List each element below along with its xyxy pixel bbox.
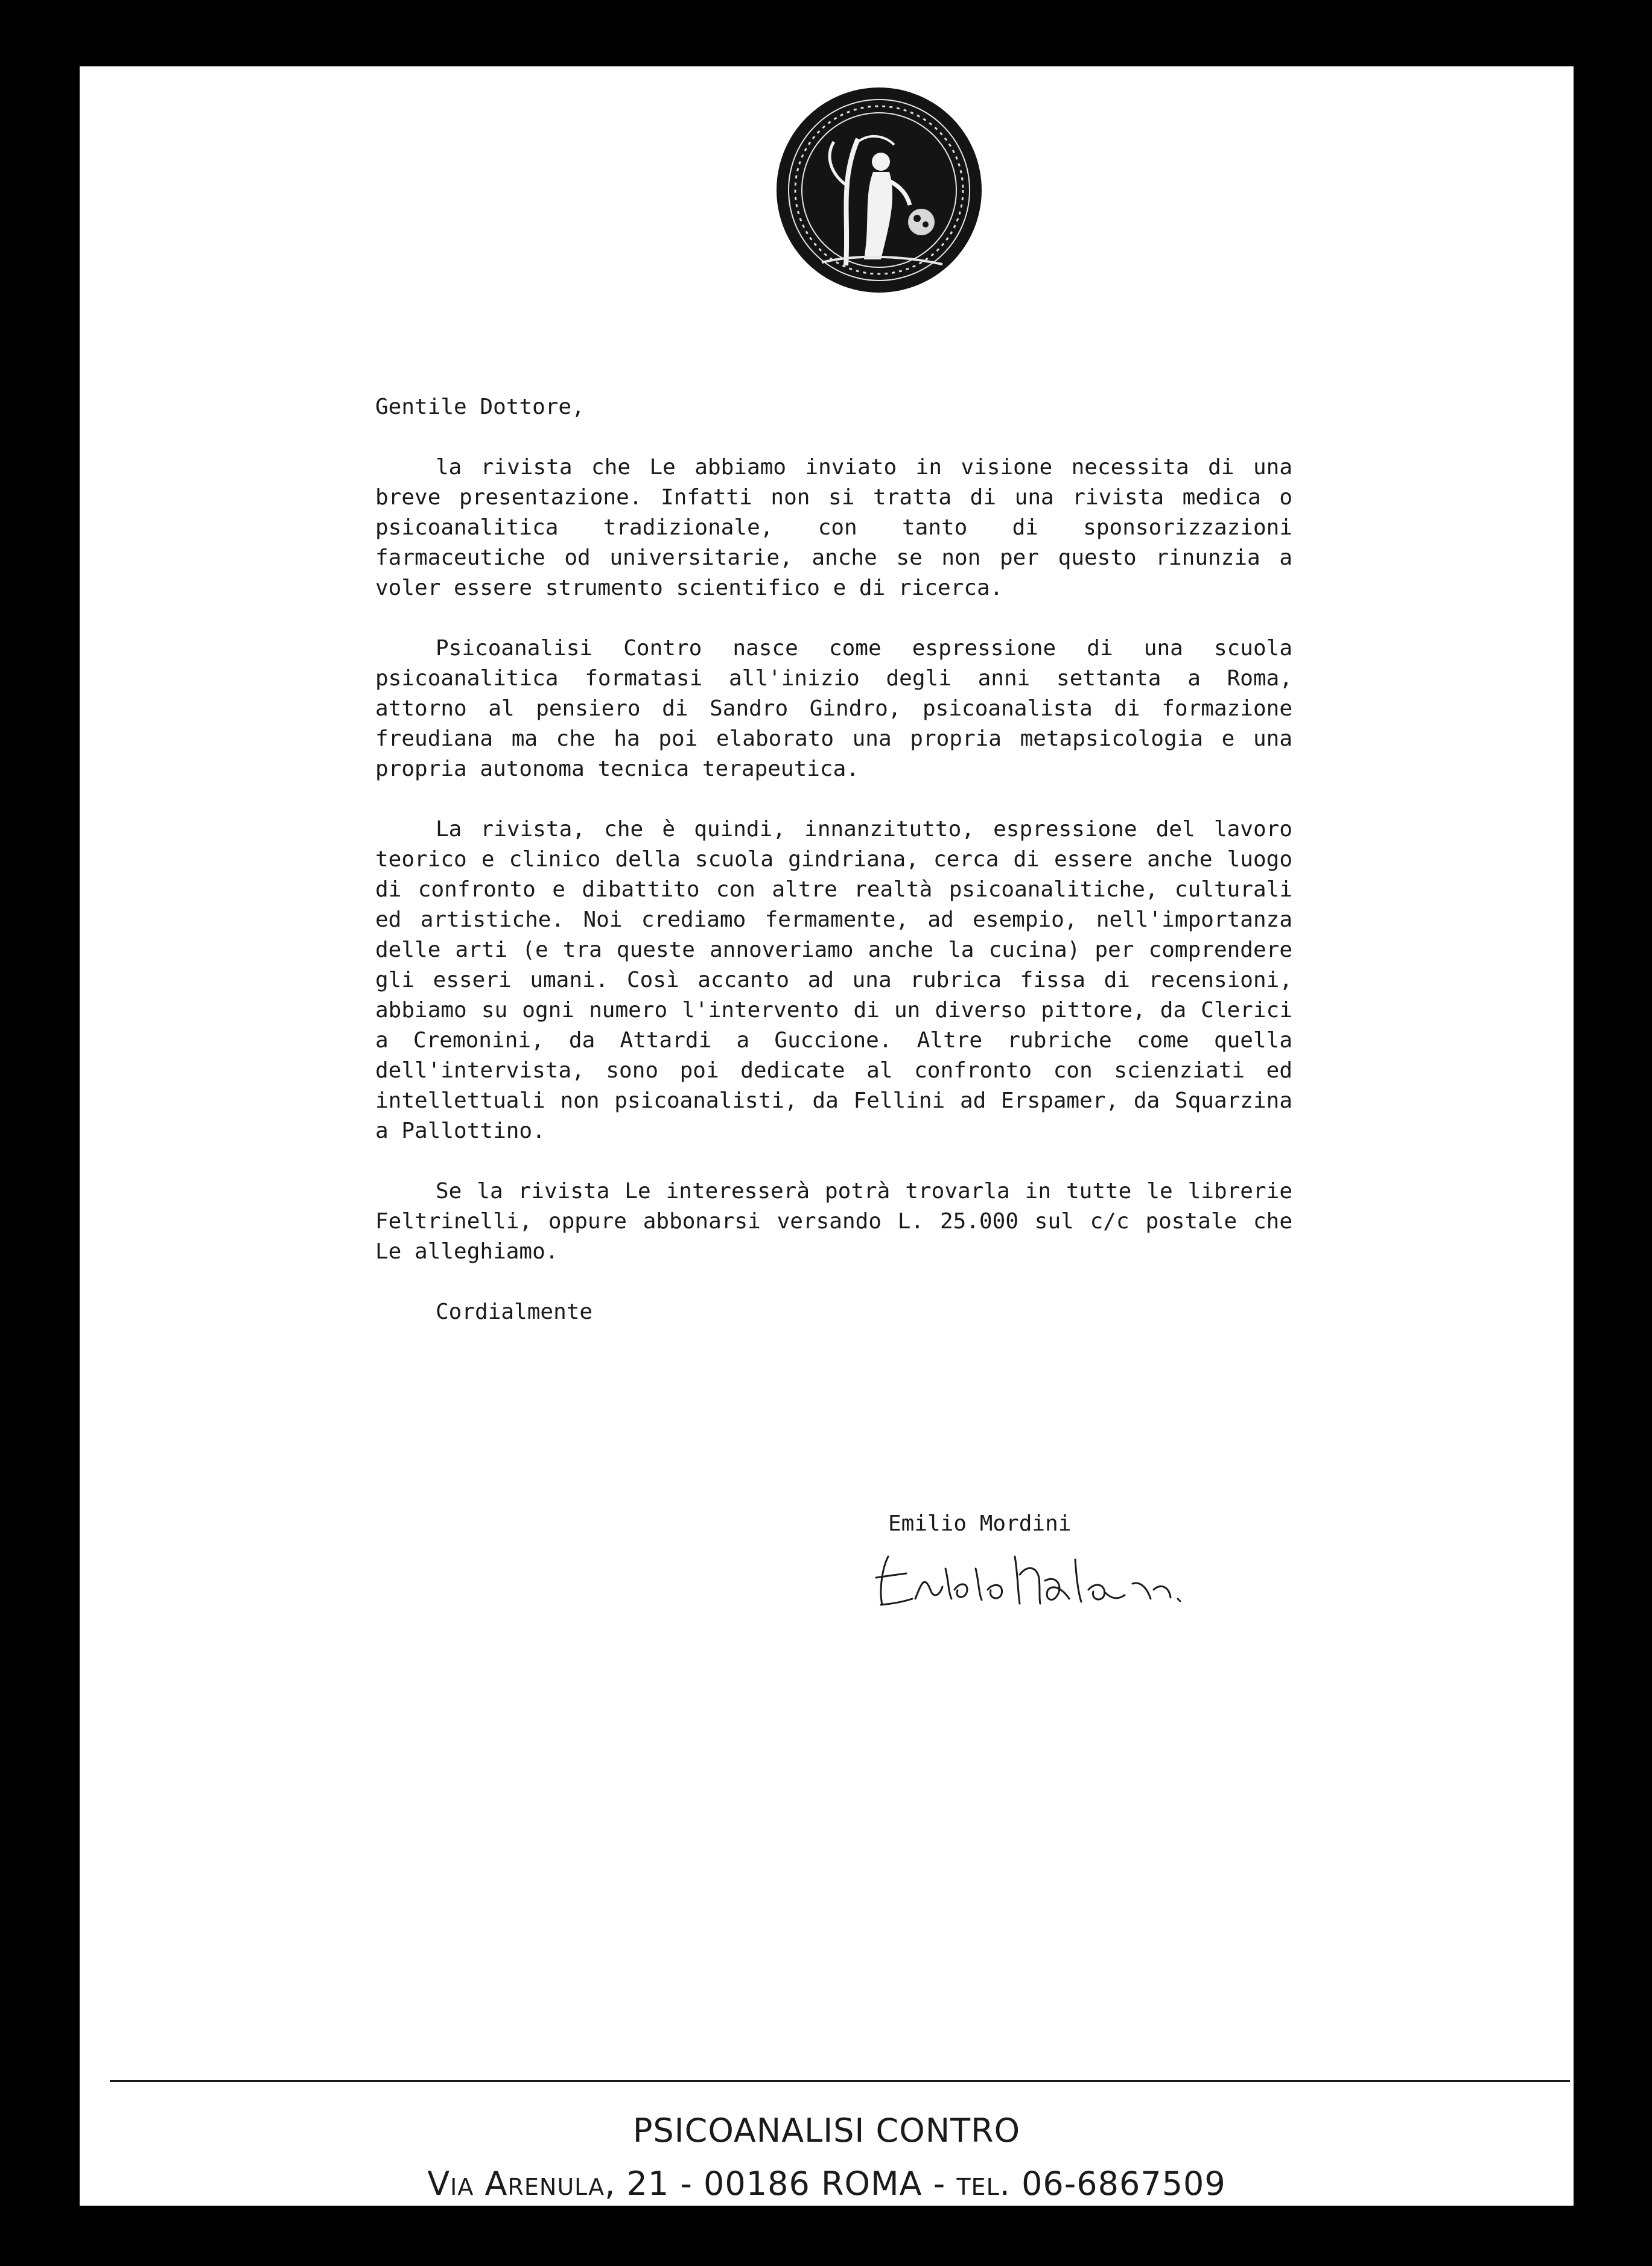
letter-body (375, 392, 1292, 1327)
paragraph-origins: Psicoanalisi Contro nasce come espressione di una scuola psicoanalitica formatasi all'inizio degli anni settanta a Roma, attorno al pensiero di Sandro Gindro, psicoanalista di formazione freudiana ma che ha poi elaborato una propria metapsicologia e una propria autonoma tecnica terapeutica. (375, 636, 1292, 781)
footer-title: PSICOANALISI CONTRO (632, 2112, 1021, 2150)
signer-name: Emilio Mordini (888, 1511, 1072, 1536)
paragraph-intro: la rivista che Le abbiamo inviato in visione necessita di una breve presentazione. Infatti non si tratta di una rivista medica o psicoanalitica tradizionale, con tanto di sponsorizzazioni farmaceutiche od universitarie, anche se non per questo rinunzia a voler essere strumento scientifico e di ricerca. (375, 455, 1292, 600)
salutation: Gentile Dottore, (375, 395, 585, 419)
footer-address: Via Arenula, 21 - 00186 ROMA - tel. 06-6867509 (427, 2165, 1226, 2203)
footer-divider (110, 2080, 1570, 2082)
paragraph-content: La rivista, che è quindi, innanzitutto, espressione del lavoro teorico e clinico della scuola gindriana, cerca di essere anche luogo di confronto e dibattito con altre realtà psicoanalitiche, culturali ed artistiche. Noi crediamo fermamente, ad esempio, nell'importanza delle arti (e tra queste annoveriamo anche la cucina) per comprendere gli esseri umani. Così accanto ad una rubrica fissa di recensioni, abbiamo su ogni numero l'intervento di un diverso pittore, da Clerici a Cremonini, da Attardi a Guccione. Altre rubriche come quella dell'intervista, sono poi dedicate al confronto con scienziati ed intellettuali non psicoanalisti, da Fellini ad Erspamer, da Squarzina a Pallottino. (375, 817, 1292, 1143)
letter-page (80, 66, 1574, 2206)
seal-emblem-icon (774, 84, 985, 296)
closing: Cordialmente (436, 1300, 593, 1324)
paragraph-subscription: Se la rivista Le interesserà potrà trovarla in tutte le librerie Feltrinelli, oppure abbonarsi versando L. 25.000 sul c/c postale che Le alleghiamo. (375, 1179, 1292, 1264)
handwritten-signature (864, 1532, 1202, 1623)
